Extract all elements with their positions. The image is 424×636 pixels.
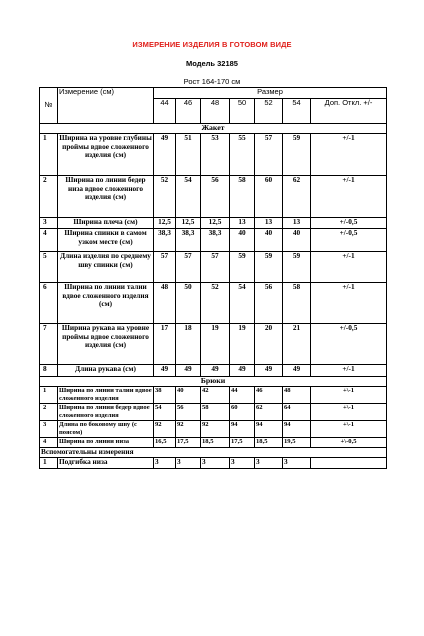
size-value-cell: 3 [176,458,201,469]
row-label: Ширина по линии бедер низа вдвое сложенного изделия (см) [58,176,154,218]
size-value-cell: 58 [283,283,311,324]
size-value-cell: 60 [230,404,255,421]
size-value-cell: 56 [176,404,201,421]
tolerance-cell: +/-1 [311,176,387,218]
size-value-cell: 38 [154,387,176,404]
row-number: 1 [40,387,58,404]
document-title: ИЗМЕРЕНИЕ ИЗДЕЛИЯ В ГОТОВОМ ВИДЕ [132,40,292,49]
row-number: 6 [40,283,58,324]
size-value-cell: 19 [201,324,230,365]
model-number: Модель 32185 [186,59,238,68]
row-label: Ширина по линии талии вдвое сложенного изделия [59,387,152,402]
row-label: Ширина по линии талии вдвое сложенного изделия (см) [58,283,154,324]
header-size-52: 52 [255,99,283,124]
size-value-cell: 59 [255,252,283,283]
table-row [40,438,387,448]
size-value-cell: 92 [201,421,230,438]
size-value-cell: 52 [154,176,176,218]
table-row [40,458,387,469]
size-value-cell: 20 [255,324,283,365]
row-number: 3 [40,218,58,229]
size-value-cell: 59 [230,252,255,283]
size-value-cell: 13 [230,218,255,229]
tolerance-cell: +\-1 [311,421,387,438]
size-value-cell: 19,5 [283,438,311,448]
header-tolerance: Доп. Откл. +/- [311,99,387,124]
size-value-cell: 3 [255,458,283,469]
tolerance-cell: +/-1 [311,252,387,283]
row-label: Подгибка низа [58,458,154,469]
size-value-cell: 56 [255,283,283,324]
row-label: Ширина спинки в самом узком месте (см) [58,229,154,252]
size-value-cell: 56 [201,176,230,218]
row-label: Ширина на уровне глубины проймы вдвое сложенного изделия (см) [58,134,154,176]
row-number: 2 [40,404,58,421]
size-value-cell: 49 [255,365,283,377]
size-value-cell: 54 [176,176,201,218]
size-value-cell: 53 [201,134,230,176]
size-value-cell: 59 [283,134,311,176]
size-value-cell: 42 [201,387,230,404]
size-value-cell: 13 [283,218,311,229]
size-value-cell: 51 [176,134,201,176]
tolerance-cell: +/-0,5 [311,218,387,229]
tolerance-cell: +\-0,5 [311,438,387,448]
size-value-cell: 49 [283,365,311,377]
size-value-cell: 54 [154,404,176,421]
header-size-46: 46 [176,99,201,124]
size-value-cell: 57 [255,134,283,176]
size-value-cell: 40 [230,229,255,252]
size-value-cell: 12,5 [201,218,230,229]
section-pants: Брюки [40,377,387,387]
header-size-54: 54 [283,99,311,124]
row-number: 1 [40,134,58,176]
size-value-cell: 21 [283,324,311,365]
size-value-cell: 12,5 [176,218,201,229]
row-number: 7 [40,324,58,365]
size-value-cell: 18,5 [255,438,283,448]
size-value-cell: 40 [255,229,283,252]
size-value-cell: 17,5 [176,438,201,448]
row-number: 1 [40,458,58,469]
size-value-cell: 64 [283,404,311,421]
row-number: 5 [40,252,58,283]
size-value-cell: 57 [176,252,201,283]
table-row [40,324,387,365]
header-size-50: 50 [230,99,255,124]
size-value-cell: 49 [201,365,230,377]
size-value-cell: 92 [176,421,201,438]
size-value-cell: 57 [154,252,176,283]
row-number: 8 [40,365,58,377]
table-row [40,421,387,438]
header-size-44: 44 [154,99,176,124]
size-value-cell: 62 [283,176,311,218]
size-value-cell: 17 [154,324,176,365]
measurement-table [39,87,387,469]
size-value-cell: 62 [255,404,283,421]
tolerance-cell: +/-0,5 [311,229,387,252]
row-number: 4 [40,438,58,448]
size-value-cell: 3 [283,458,311,469]
size-value-cell: 54 [230,283,255,324]
header-number: № [40,88,58,124]
tolerance-cell: +\-1 [311,404,387,421]
row-label: Ширина рукава на уровне проймы вдвое сложенного изделия (см) [58,324,154,365]
tolerance-cell: +/-0,5 [311,324,387,365]
size-value-cell: 52 [201,283,230,324]
size-value-cell: 3 [230,458,255,469]
size-value-cell: 40 [176,387,201,404]
header-measurement: Измерение (см) [58,88,154,124]
table-row [40,134,387,176]
tolerance-cell: +/-1 [311,283,387,324]
size-value-cell: 18,5 [201,438,230,448]
size-value-cell: 49 [154,134,176,176]
row-label: Длина по боковому шву (с поясом) [58,421,154,438]
size-value-cell: 49 [176,365,201,377]
size-value-cell: 40 [283,229,311,252]
section-jacket: Жакет [40,124,387,134]
size-value-cell: 12,5 [154,218,176,229]
size-value-cell: 58 [201,404,230,421]
size-value-cell: 58 [230,176,255,218]
size-value-cell: 57 [201,252,230,283]
tolerance-cell: +\-1 [311,387,387,404]
size-value-cell: 60 [255,176,283,218]
height-range: Рост 164-170 см [183,77,241,86]
header-size-48: 48 [201,99,230,124]
row-label: Ширина по линии бедер вдвое сложенного изделия [58,404,154,421]
row-label: Длина изделия по среднему шву спинки (см) [58,252,154,283]
size-value-cell: 38,3 [176,229,201,252]
row-label: Ширина по линии низа [58,438,154,448]
size-value-cell: 94 [230,421,255,438]
size-value-cell: 38,3 [201,229,230,252]
size-value-cell: 3 [154,458,176,469]
table-row [40,252,387,283]
size-value-cell: 55 [230,134,255,176]
table-row [40,404,387,421]
header-size: Размер [154,88,387,99]
row-number: 3 [40,421,58,438]
size-value-cell: 46 [255,387,283,404]
size-value-cell: 17,5 [230,438,255,448]
table-row [40,365,387,377]
table-row [40,283,387,324]
size-value-cell: 48 [283,387,311,404]
size-value-cell: 49 [154,365,176,377]
size-value-cell: 44 [230,387,255,404]
tolerance-cell: +/-1 [311,365,387,377]
row-number: 2 [40,176,58,218]
size-value-cell: 16,5 [154,438,176,448]
size-value-cell: 92 [154,421,176,438]
size-value-cell: 18 [176,324,201,365]
size-value-cell: 94 [255,421,283,438]
size-value-cell: 3 [201,458,230,469]
size-value-cell: 94 [283,421,311,438]
tolerance-cell [311,458,387,469]
size-value-cell: 50 [176,283,201,324]
table-row [40,229,387,252]
row-label: Ширина плеча (см) [58,218,154,229]
tolerance-cell: +/-1 [311,134,387,176]
size-value-cell: 49 [230,365,255,377]
table-row [40,387,387,404]
row-label: Длина рукава (см) [58,365,154,377]
size-value-cell: 13 [255,218,283,229]
table-row [40,218,387,229]
size-value-cell: 38,3 [154,229,176,252]
row-number: 4 [40,229,58,252]
size-value-cell: 59 [283,252,311,283]
size-value-cell: 19 [230,324,255,365]
table-row [40,176,387,218]
size-value-cell: 48 [154,283,176,324]
section-auxiliary: Вспомогательны измерения [40,448,387,458]
